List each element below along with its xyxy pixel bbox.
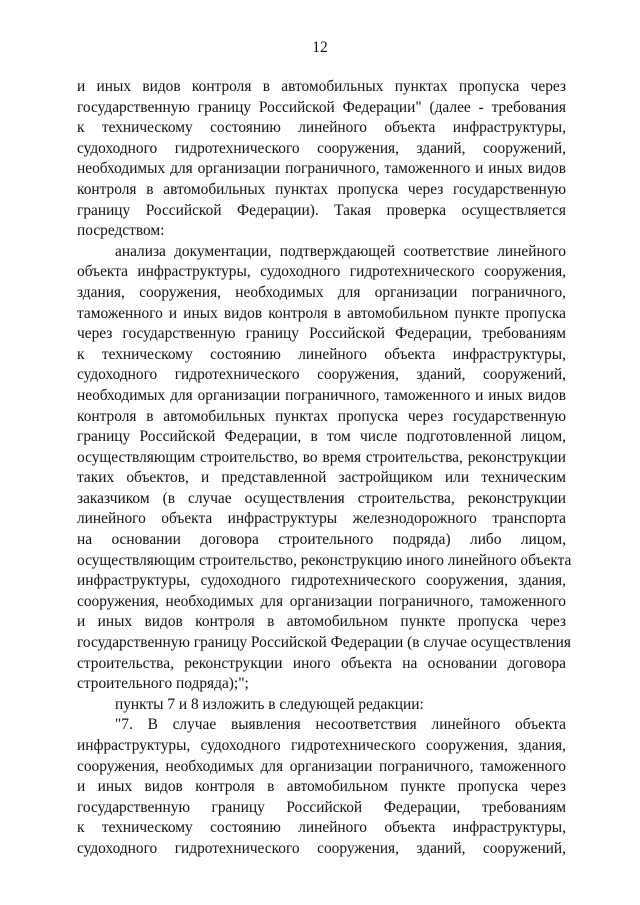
text-line: судоходного гидротехнического сооружения, зданий, сооружений,: [77, 839, 566, 857]
text-line: к техническому состоянию линейного объекта инфраструктуры,: [77, 119, 566, 137]
text-line: таких объектов, и представленной застройщиком или техническим: [77, 469, 566, 487]
text-line: и иных видов контроля в автомобильном пункте пропуска через: [77, 778, 566, 796]
text-line: судоходного гидротехнического сооружения, зданий, сооружений,: [77, 366, 566, 384]
text-line: сооружения, необходимых для организации пограничного, таможенного: [77, 757, 566, 775]
text-line: государственную границу Российской Федерации, требованиям: [77, 798, 566, 816]
paragraph-item-7: [77, 715, 566, 859]
text-line: осуществляющим строительство, во время строительства, реконструкции: [77, 448, 566, 466]
text-line: контроля в автомобильных пунктах пропуска через государственную: [77, 407, 566, 425]
text-line: на основании договора строительного подряда) либо лицом,: [77, 531, 566, 549]
text-line: и иных видов контроля в автомобильном пункте пропуска через: [77, 613, 566, 631]
text-line: таможенного и иных видов контроля в автомобильном пункте пропуска: [77, 304, 566, 322]
text-line: необходимых для организации пограничного, таможенного и иных видов: [77, 386, 566, 404]
paragraph-requirements-intro: [77, 77, 566, 242]
text-line: анализа документации, подтверждающей соответствие линейного: [115, 242, 566, 260]
text-line: необходимых для организации пограничного, таможенного и иных видов: [77, 160, 566, 178]
text-line: линейного объекта инфраструктуры железнодорожного транспорта: [77, 510, 566, 528]
text-line: через государственную границу Российской Федерации, требованиям: [77, 325, 566, 343]
text-line: заказчиком (в случае осуществления строительства, реконструкции: [77, 489, 566, 507]
text-line: "7. В случае выявления несоответствия линейного объекта: [115, 716, 566, 734]
text-line: и иных видов контроля в автомобильных пунктах пропуска через: [77, 78, 566, 95]
text-line: инфраструктуры, судоходного гидротехнического сооружения, здания,: [77, 737, 566, 754]
text-line: границу Российской Федерации, в том числе подготовленной лицом,: [77, 428, 566, 446]
document-body: [77, 77, 572, 860]
text-line: к техническому состоянию линейного объекта инфраструктуры,: [77, 819, 566, 837]
text-line: здания, сооружения, необходимых для организации пограничного,: [77, 283, 566, 301]
paragraph-documentation-analysis: [77, 242, 572, 695]
text-line: границу Российской Федерации). Такая проверка осуществляется: [77, 201, 566, 219]
text-line: посредством:: [77, 222, 165, 240]
text-line: инфраструктуры, судоходного гидротехнического сооружения, здания,: [77, 572, 566, 590]
text-line: к техническому состоянию линейного объекта инфраструктуры,: [77, 345, 566, 363]
text-line: сооружения, необходимых для организации пограничного, таможенного: [77, 592, 566, 610]
text-line: строительства, реконструкции иного объекта на основании договора: [77, 654, 566, 672]
text-line: строительного подряда);";: [77, 675, 249, 693]
paragraph-amendment-instruction: [77, 695, 566, 716]
text-line: государственную границу Российской Федерации (в случае осуществления: [77, 634, 571, 652]
text-line: государственную границу Российской Федерации" (далее - требования: [77, 98, 566, 116]
text-line: судоходного гидротехнического сооружения, зданий, сооружений,: [77, 139, 566, 157]
text-line: контроля в автомобильных пунктах пропуска через государственную: [77, 180, 566, 198]
page-number: 12: [312, 39, 328, 56]
text-line: осуществляющим строительство, реконструкцию иного линейного объекта: [77, 551, 572, 569]
text-line: пункты 7 и 8 изложить в следующей редакции:: [115, 695, 424, 713]
text-line: объекта инфраструктуры, судоходного гидротехнического сооружения,: [77, 263, 566, 281]
